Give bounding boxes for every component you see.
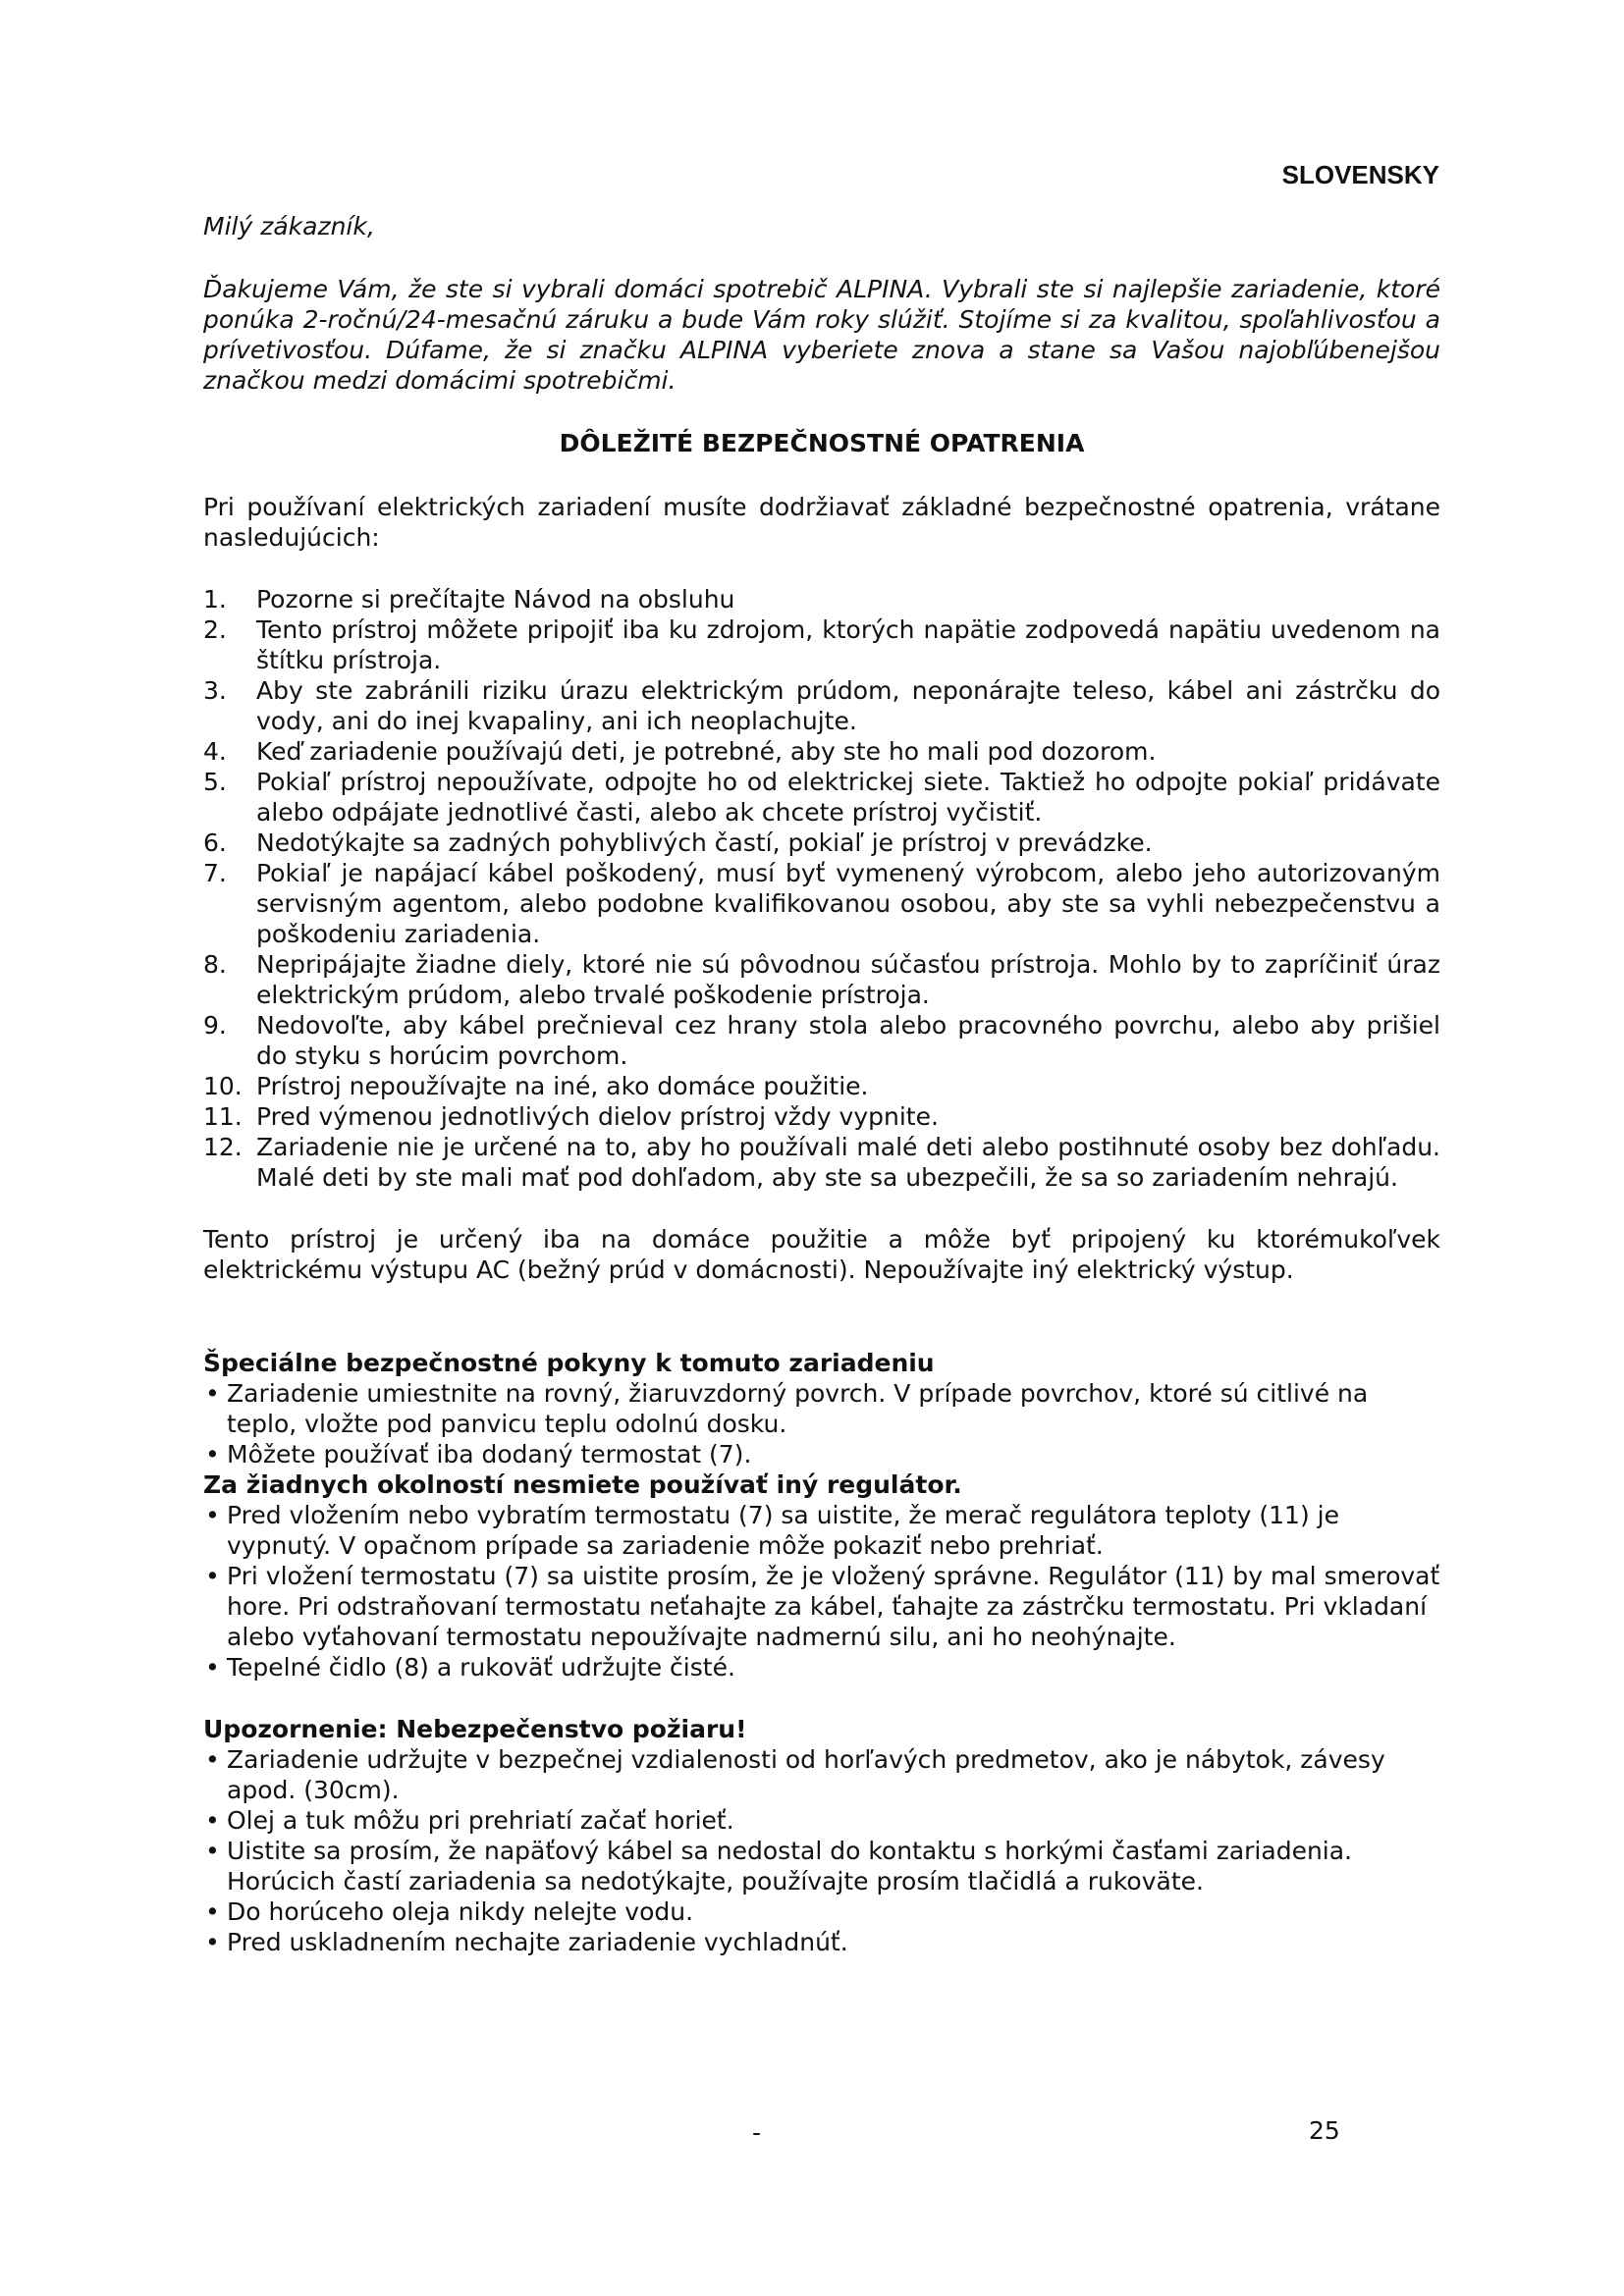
special-instruction-item <box>203 1439 1440 1469</box>
rule-number: 3. <box>203 676 227 705</box>
thermostat-instruction-item <box>203 1500 1440 1561</box>
rule-number: 6. <box>203 828 227 857</box>
bullet-text: Olej a tuk môžu pri prehriatí začať horieť. <box>227 1806 734 1835</box>
bullet-text: Pri vložení termostatu (7) sa uistite prosím, že je vložený správne. Regulátor (11) by mal smerovať hore. Pri odstraňovaní termostatu neťahajte za kábel, ťahajte za zástrčku termostatu. Pri vkladaní alebo vyťahovaní termostatu nepoužívajte nadmernú silu, ani ho neohýnajte. <box>227 1562 1440 1651</box>
rule-number: 1. <box>203 585 227 614</box>
bullet-dot-icon: • <box>205 1562 220 1590</box>
safety-rule-item <box>203 1132 1440 1193</box>
rule-number: 2. <box>203 615 227 644</box>
safety-rule-item <box>203 736 1440 767</box>
bullet-text: Uistite sa prosím, že napäťový kábel sa nedostal do kontaktu s horkými časťami zariadenia. Horúcich častí zariadenia sa nedotýkajte, používajte prosím tlačidlá a rukoväte. <box>227 1837 1353 1896</box>
safety-rule-item <box>203 949 1440 1010</box>
fire-warning-item <box>203 1744 1440 1805</box>
fire-warning-item <box>203 1896 1440 1927</box>
rule-text: Tento prístroj môžete pripojiť iba ku zdrojom, ktorých napätie zodpovedá napätiu uvedenom na štítku prístroja. <box>256 615 1440 674</box>
safety-lead: Pri používaní elektrických zariadení musíte dodržiavať základné bezpečnostné opatrenia, vrátane nasledujúcich: <box>203 493 1440 552</box>
bullet-text: Môžete používať iba dodaný termostat (7). <box>227 1440 752 1468</box>
fire-warning-item <box>203 1805 1440 1836</box>
bullet-dot-icon: • <box>205 1379 220 1408</box>
safety-rule-item <box>203 858 1440 949</box>
rule-text: Pozorne si prečítajte Návod na obsluhu <box>256 585 735 614</box>
rule-number: 8. <box>203 950 227 979</box>
rule-text: Nedotýkajte sa zadných pohyblivých častí, pokiaľ je prístroj v prevádzke. <box>256 828 1153 857</box>
rule-number: 11. <box>203 1102 243 1131</box>
fire-warning-item <box>203 1836 1440 1896</box>
footer-dash: - <box>752 2118 762 2147</box>
thermostat-instructions-list <box>203 1500 1440 1682</box>
bullet-text: Zariadenie udržujte v bezpečnej vzdialenosti od horľavých predmetov, ako je nábytok, závesy apod. (30cm). <box>227 1745 1385 1804</box>
special-instructions-list <box>203 1378 1440 1469</box>
rule-text: Pokiaľ prístroj nepoužívate, odpojte ho od elektrickej siete. Taktiež ho odpojte pokiaľ pridávate alebo odpájate jednotlivé časti, alebo ak chcete prístroj vyčistiť. <box>256 768 1440 827</box>
safety-rule-item <box>203 584 1440 614</box>
bullet-text: Zariadenie umiestnite na rovný, žiaruvzdorný povrch. V prípade povrchov, ktoré sú citlivé na teplo, vložte pod panvicu teplu odolnú dosku. <box>227 1379 1369 1438</box>
rule-number: 12. <box>203 1133 243 1161</box>
bullet-dot-icon: • <box>205 1501 220 1529</box>
bullet-dot-icon: • <box>205 1653 220 1682</box>
safety-rule-item <box>203 675 1440 736</box>
special-instruction-item <box>203 1378 1440 1439</box>
bullet-dot-icon: • <box>205 1806 220 1835</box>
rule-number: 10. <box>203 1072 243 1100</box>
rule-text: Nedovoľte, aby kábel prečnieval cez hrany stola alebo pracovného povrchu, alebo aby prišiel do styku s horúcim povrchom. <box>256 1011 1440 1070</box>
bullet-dot-icon: • <box>205 1837 220 1865</box>
bullet-text: Pred uskladnením nechajte zariadenie vychladnúť. <box>227 1928 848 1956</box>
rule-text: Keď zariadenie používajú deti, je potrebné, aby ste ho mali pod dozorom. <box>256 737 1157 766</box>
bullet-dot-icon: • <box>205 1897 220 1926</box>
bullet-text: Do horúceho oleja nikdy nelejte vodu. <box>227 1897 694 1926</box>
thermostat-instruction-item <box>203 1561 1440 1652</box>
safety-rules-list <box>203 584 1440 1193</box>
rule-text: Nepripájajte žiadne diely, ktoré nie sú pôvodnou súčasťou prístroja. Mohlo by to zapríčiniť úraz elektrickým prúdom, alebo trvalé poškodenie prístroja. <box>256 950 1440 1009</box>
safety-rule-item <box>203 614 1440 675</box>
rule-text: Prístroj nepoužívajte na iné, ako domáce použitie. <box>256 1072 869 1100</box>
safety-rule-item <box>203 1101 1440 1132</box>
bullet-dot-icon: • <box>205 1440 220 1468</box>
safety-rule-item <box>203 828 1440 858</box>
fire-warning-title: Upozornenie: Nebezpečenstvo požiaru! <box>203 1715 747 1743</box>
rule-number: 5. <box>203 768 227 796</box>
safety-heading: DÔLEŽITÉ BEZPEČNOSTNÉ OPATRENIA <box>559 429 1085 457</box>
fire-warning-item <box>203 1927 1440 1957</box>
rule-text: Zariadenie nie je určené na to, aby ho používali malé deti alebo postihnuté osoby bez dohľadu. Malé deti by ste mali mať pod dohľadom, aby ste sa ubezpečili, že sa so zariadením nehrajú. <box>256 1133 1440 1192</box>
page-number: 25 <box>1309 2116 1340 2145</box>
safety-rule-item <box>203 1071 1440 1101</box>
closing-paragraph: Tento prístroj je určený iba na domáce použitie a môže byť pripojený ku ktorémukoľvek elektrickému výstupu AC (bežný prúd v domácnosti). Nepoužívajte iný elektrický výstup. <box>203 1225 1440 1284</box>
bullet-text: Tepelné čidlo (8) a rukoväť udržujte čisté. <box>227 1653 735 1682</box>
special-instructions-title: Špeciálne bezpečnostné pokyny k tomuto zariadeniu <box>203 1349 935 1377</box>
safety-rule-item <box>203 1010 1440 1071</box>
language-label: SLOVENSKY <box>1281 160 1439 189</box>
rule-text: Aby ste zabránili riziku úrazu elektrickým prúdom, neponárajte teleso, kábel ani zástrčku do vody, ani do inej kvapaliny, ani ich neoplachujte. <box>256 676 1440 735</box>
rule-text: Pred výmenou jednotlivých dielov prístroj vždy vypnite. <box>256 1102 939 1131</box>
rule-number: 9. <box>203 1011 227 1040</box>
rule-number: 7. <box>203 859 227 887</box>
rule-text: Pokiaľ je napájací kábel poškodený, musí byť vymenený výrobcom, alebo jeho autorizovaným servisným agentom, alebo podobne kvalifikovanou osobou, aby ste sa vyhli nebezpečenstvu a poškodeniu zariadenia. <box>256 859 1440 948</box>
rule-number: 4. <box>203 737 227 766</box>
thermostat-instruction-item <box>203 1652 1440 1682</box>
bullet-dot-icon: • <box>205 1745 220 1774</box>
greeting: Milý zákazník, <box>203 212 375 240</box>
bullet-dot-icon: • <box>205 1928 220 1956</box>
safety-rule-item <box>203 767 1440 828</box>
regulator-warning: Za žiadnych okolností nesmiete používať iný regulátor. <box>203 1470 962 1499</box>
intro-paragraph: Ďakujeme Vám, že ste si vybrali domáci spotrebič ALPINA. Vybrali ste si najlepšie zariadenie, ktoré ponúka 2-ročnú/24-mesačnú záruku a bude Vám roky slúžiť. Stojíme si za kvalitou, spoľahlivosťou a prívetivosťou. Dúfame, že si značku ALPINA vyberiete znova a stane sa Vašou najobľúbenejšou značkou medzi domácimi spotrebičmi. <box>203 275 1440 395</box>
page-content <box>203 211 1440 1957</box>
fire-warning-list <box>203 1744 1440 1957</box>
bullet-text: Pred vložením nebo vybratím termostatu (7) sa uistite, že merač regulátora teploty (11) je vypnutý. V opačnom prípade sa zariadenie môže pokaziť nebo prehriať. <box>227 1501 1339 1560</box>
